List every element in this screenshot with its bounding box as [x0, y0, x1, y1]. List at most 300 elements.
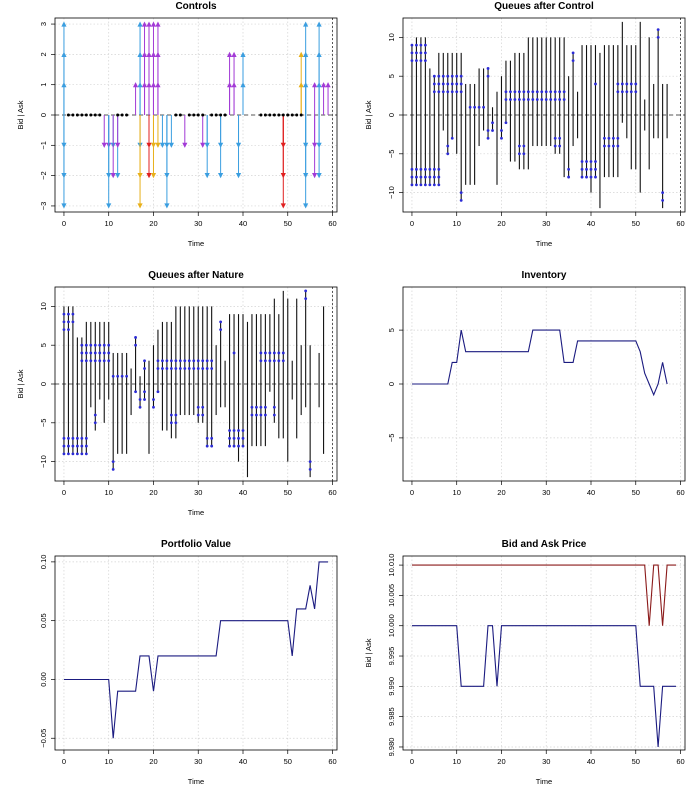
queue-dot — [554, 137, 557, 140]
queue-dot — [509, 98, 512, 101]
control-triangle — [236, 173, 241, 178]
control-triangle — [231, 52, 236, 57]
queue-dot — [76, 437, 79, 440]
x-tick-label: 50 — [631, 219, 640, 228]
queue-dot — [437, 75, 440, 78]
queue-dot — [518, 145, 521, 148]
queue-dot — [491, 121, 494, 124]
zero-dot — [192, 114, 195, 117]
queue-dot — [197, 414, 200, 417]
y-tick-label: 0 — [387, 381, 396, 387]
queue-dot — [522, 90, 525, 93]
queue-dot — [420, 59, 423, 62]
chart-inventory — [348, 269, 695, 537]
queue-dot — [437, 90, 440, 93]
queue-dot — [437, 183, 440, 186]
x-tick-label: 50 — [283, 488, 292, 497]
queue-dot — [630, 83, 633, 86]
queue-dot — [67, 321, 70, 324]
queue-dot — [514, 90, 517, 93]
x-tick-label: 40 — [238, 757, 248, 766]
queue-dot — [174, 367, 177, 370]
queue-dot — [505, 121, 508, 124]
x-tick-label: 60 — [328, 757, 337, 766]
zero-dot — [98, 114, 101, 117]
chart-portfolio-value — [0, 538, 347, 806]
queue-dot — [228, 429, 231, 432]
queue-dot — [80, 352, 83, 355]
queue-dot — [518, 90, 521, 93]
queue-dot — [585, 160, 588, 163]
control-triangle — [312, 173, 317, 178]
queue-dot — [558, 90, 561, 93]
queue-dot — [420, 176, 423, 179]
control-triangle — [312, 82, 317, 87]
queue-dot — [103, 344, 106, 347]
queue-dot — [67, 445, 70, 448]
queue-dot — [206, 437, 209, 440]
queue-dot — [134, 390, 137, 393]
queue-dot — [282, 352, 285, 355]
x-tick-label: 40 — [586, 219, 596, 228]
queue-dot — [277, 352, 280, 355]
queue-dot — [505, 98, 508, 101]
queue-dot — [76, 445, 79, 448]
queue-dot — [72, 321, 75, 324]
queue-dot — [260, 359, 263, 362]
queue-dot — [201, 359, 204, 362]
queue-dot — [522, 145, 525, 148]
control-triangle — [102, 143, 107, 148]
queue-dot — [273, 352, 276, 355]
queue-dot — [451, 75, 454, 78]
queue-dot — [125, 375, 128, 378]
zero-dot — [76, 114, 79, 117]
x-tick-label: 40 — [586, 757, 596, 766]
control-triangle — [151, 21, 156, 26]
queue-dot — [242, 429, 245, 432]
queue-dot — [585, 168, 588, 171]
queue-dot — [76, 452, 79, 455]
queue-dot — [94, 359, 97, 362]
chart-queues-after-control-svg — [348, 0, 695, 268]
queue-dot — [107, 359, 110, 362]
x-axis-label: Time — [187, 777, 205, 786]
queue-dot — [242, 437, 245, 440]
queue-dot — [94, 421, 97, 424]
queue-dot — [264, 414, 267, 417]
queue-dot — [522, 98, 525, 101]
queue-dot — [549, 90, 552, 93]
control-triangle — [164, 203, 169, 208]
queue-dot — [80, 452, 83, 455]
queue-dot — [415, 59, 418, 62]
queue-dot — [63, 328, 66, 331]
x-tick-label: 50 — [283, 757, 292, 766]
zero-dot — [179, 114, 182, 117]
queue-dot — [304, 297, 307, 300]
x-tick-label: 10 — [104, 488, 113, 497]
queue-dot — [446, 83, 449, 86]
queue-dot — [657, 36, 660, 39]
zero-dot — [286, 114, 289, 117]
queue-dot — [433, 90, 436, 93]
control-triangle — [218, 173, 223, 178]
queue-dot — [85, 359, 88, 362]
y-tick-label: 5 — [387, 328, 396, 333]
zero-dot — [85, 114, 88, 117]
y-tick-label: −5 — [387, 433, 396, 443]
queue-dot — [188, 359, 191, 362]
y-tick-label: −5 — [387, 149, 396, 159]
queue-dot — [424, 176, 427, 179]
x-tick-label: 40 — [238, 219, 248, 228]
queue-dot — [469, 106, 472, 109]
chart-controls — [0, 0, 347, 268]
control-triangle — [316, 21, 321, 26]
x-tick-label: 30 — [542, 488, 551, 497]
queue-dot — [616, 137, 619, 140]
queue-dot — [478, 106, 481, 109]
queue-dot — [549, 98, 552, 101]
queue-dot — [152, 406, 155, 409]
queue-dot — [563, 90, 566, 93]
y-tick-label: 0.00 — [39, 672, 48, 687]
queue-dot — [661, 191, 664, 194]
zero-dot — [300, 114, 303, 117]
queue-dot — [273, 359, 276, 362]
y-tick-label: 10.010 — [387, 553, 396, 577]
queue-dot — [143, 367, 146, 370]
queue-dot — [268, 359, 271, 362]
x-tick-label: 20 — [497, 757, 506, 766]
x-tick-label: 0 — [61, 488, 67, 497]
x-tick-label: 30 — [194, 219, 203, 228]
chart-title: Queues after Nature — [148, 270, 244, 281]
x-tick-label: 20 — [497, 488, 506, 497]
x-tick-label: 10 — [452, 219, 461, 228]
queue-dot — [282, 359, 285, 362]
x-axis-label: Time — [535, 777, 553, 786]
queue-dot — [170, 359, 173, 362]
x-tick-label: 0 — [409, 219, 415, 228]
x-tick-label: 20 — [149, 488, 158, 497]
queue-dot — [89, 359, 92, 362]
queue-dot — [428, 168, 431, 171]
queue-dot — [572, 59, 575, 62]
queue-dot — [143, 398, 146, 401]
queue-dot — [72, 445, 75, 448]
queue-dot — [134, 344, 137, 347]
y-tick-label: 1 — [39, 82, 48, 87]
zero-dot — [125, 114, 128, 117]
control-triangle — [155, 82, 160, 87]
queue-dot — [63, 321, 66, 324]
queue-dot — [482, 106, 485, 109]
control-triangle — [169, 143, 174, 148]
chart-title: Inventory — [521, 270, 567, 281]
queue-dot — [264, 352, 267, 355]
queue-dot — [567, 168, 570, 171]
control-triangle — [137, 21, 142, 26]
control-triangle — [316, 52, 321, 57]
x-tick-label: 60 — [328, 219, 337, 228]
queue-dot — [554, 145, 557, 148]
zero-dot — [71, 114, 74, 117]
queue-dot — [121, 375, 124, 378]
queue-dot — [157, 367, 160, 370]
queue-dot — [451, 137, 454, 140]
queue-dot — [514, 98, 517, 101]
queue-dot — [411, 59, 414, 62]
y-tick-label: 9.980 — [387, 737, 396, 757]
queue-dot — [192, 359, 195, 362]
x-axis-label: Time — [187, 508, 205, 517]
control-triangle — [137, 203, 142, 208]
queue-dot — [608, 137, 611, 140]
queue-dot — [183, 367, 186, 370]
x-tick-label: 10 — [452, 757, 461, 766]
queue-dot — [446, 145, 449, 148]
queue-dot — [157, 359, 160, 362]
control-triangle — [316, 173, 321, 178]
x-tick-label: 30 — [194, 757, 203, 766]
queue-dot — [237, 445, 240, 448]
chart-portfolio-value-svg — [0, 538, 347, 806]
zero-dot — [210, 114, 213, 117]
plot-frame — [55, 556, 337, 750]
zero-dot — [282, 114, 285, 117]
y-tick-label: 10 — [387, 33, 396, 42]
x-tick-label: 20 — [497, 219, 506, 228]
queue-dot — [657, 28, 660, 31]
queue-dot — [558, 145, 561, 148]
queue-dot — [139, 398, 142, 401]
queue-dot — [233, 352, 236, 355]
control-triangle — [151, 52, 156, 57]
queue-dot — [415, 168, 418, 171]
x-tick-label: 60 — [676, 757, 685, 766]
queue-dot — [509, 90, 512, 93]
queue-dot — [143, 390, 146, 393]
queue-dot — [433, 176, 436, 179]
queue-dot — [428, 183, 431, 186]
control-triangle — [325, 82, 330, 87]
queue-dot — [473, 106, 476, 109]
zero-dot — [264, 114, 267, 117]
queue-dot — [94, 352, 97, 355]
queue-dot — [634, 83, 637, 86]
queue-dot — [242, 445, 245, 448]
queue-dot — [630, 90, 633, 93]
queue-dot — [63, 452, 66, 455]
chart-title: Queues after Control — [494, 1, 594, 12]
x-tick-label: 20 — [149, 757, 158, 766]
y-tick-label: 2 — [39, 52, 48, 57]
y-tick-label: 9.985 — [387, 707, 396, 727]
chart-inventory-svg — [348, 269, 695, 537]
queue-dot — [487, 129, 490, 132]
y-tick-label: 5 — [39, 343, 48, 348]
y-tick-label: −1 — [39, 141, 48, 150]
y-tick-label: 0.10 — [39, 554, 48, 570]
queue-dot — [558, 98, 561, 101]
queue-dot — [411, 168, 414, 171]
queue-dot — [411, 44, 414, 47]
control-triangle — [281, 203, 286, 208]
queue-dot — [531, 98, 534, 101]
y-tick-label: 10.000 — [387, 614, 396, 638]
queue-dot — [424, 52, 427, 55]
y-tick-label: 0 — [387, 112, 396, 118]
queue-dot — [72, 452, 75, 455]
queue-dot — [433, 168, 436, 171]
x-axis-label: Time — [187, 239, 205, 248]
queue-dot — [277, 359, 280, 362]
y-axis-label: Bid | Ask — [16, 369, 25, 399]
queue-dot — [442, 90, 445, 93]
queue-dot — [201, 367, 204, 370]
queue-dot — [540, 90, 543, 93]
y-tick-label: −5 — [39, 418, 48, 428]
queue-dot — [161, 359, 164, 362]
queue-dot — [612, 145, 615, 148]
queue-dot — [94, 414, 97, 417]
queue-dot — [206, 445, 209, 448]
series-line — [412, 330, 667, 395]
queue-dot — [85, 344, 88, 347]
queue-dot — [411, 52, 414, 55]
queue-dot — [437, 83, 440, 86]
queue-dot — [446, 90, 449, 93]
queue-dot — [451, 90, 454, 93]
queue-dot — [210, 367, 213, 370]
queue-dot — [179, 367, 182, 370]
queue-dot — [157, 390, 160, 393]
queue-dot — [634, 90, 637, 93]
queue-dot — [98, 344, 101, 347]
queue-dot — [206, 367, 209, 370]
queue-dot — [260, 406, 263, 409]
queue-dot — [442, 83, 445, 86]
queue-dot — [188, 367, 191, 370]
queue-dot — [590, 168, 593, 171]
queue-dot — [424, 183, 427, 186]
queue-dot — [451, 83, 454, 86]
x-tick-label: 40 — [586, 488, 596, 497]
y-axis-label: Bid | Ask — [16, 100, 25, 130]
y-tick-label: 0 — [39, 381, 48, 387]
queue-dot — [94, 344, 97, 347]
queue-dot — [590, 160, 593, 163]
y-tick-label: 3 — [39, 21, 48, 27]
queue-dot — [210, 359, 213, 362]
queue-dot — [206, 359, 209, 362]
control-triangle — [106, 203, 111, 208]
zero-dot — [121, 114, 124, 117]
y-tick-label: −10 — [39, 455, 48, 468]
y-axis-label: Bid | Ask — [364, 638, 373, 668]
queue-dot — [424, 44, 427, 47]
queue-dot — [424, 168, 427, 171]
zero-dot — [67, 114, 70, 117]
queue-dot — [166, 359, 169, 362]
chart-bid-ask-price-svg — [348, 538, 695, 806]
queue-dot — [174, 414, 177, 417]
control-triangle — [299, 52, 304, 57]
queue-dot — [420, 183, 423, 186]
queue-dot — [411, 183, 414, 186]
queue-dot — [460, 191, 463, 194]
queue-dot — [590, 176, 593, 179]
queue-dot — [80, 445, 83, 448]
queue-dot — [107, 344, 110, 347]
queue-dot — [594, 160, 597, 163]
queue-dot — [139, 406, 142, 409]
queue-dot — [581, 176, 584, 179]
control-triangle — [155, 52, 160, 57]
chart-controls-svg — [0, 0, 347, 268]
queue-dot — [563, 98, 566, 101]
zero-dot — [277, 114, 280, 117]
queue-dot — [201, 406, 204, 409]
zero-dot — [197, 114, 200, 117]
queue-dot — [80, 344, 83, 347]
queue-dot — [420, 44, 423, 47]
x-tick-label: 30 — [194, 488, 203, 497]
queue-dot — [518, 98, 521, 101]
queue-dot — [518, 152, 521, 155]
queue-dot — [251, 406, 254, 409]
queue-dot — [112, 375, 115, 378]
queue-dot — [85, 445, 88, 448]
queue-dot — [460, 199, 463, 202]
control-triangle — [137, 82, 142, 87]
queue-dot — [603, 145, 606, 148]
y-tick-label: −0.05 — [39, 728, 48, 748]
x-tick-label: 60 — [328, 488, 337, 497]
queue-dot — [152, 398, 155, 401]
queue-dot — [67, 328, 70, 331]
queue-dot — [197, 406, 200, 409]
queue-dot — [581, 168, 584, 171]
queue-dot — [170, 421, 173, 424]
queue-dot — [446, 152, 449, 155]
zero-dot — [116, 114, 119, 117]
queue-dot — [103, 352, 106, 355]
queue-dot — [420, 52, 423, 55]
chart-queues-after-nature — [0, 269, 347, 537]
queue-dot — [89, 352, 92, 355]
queue-dot — [309, 460, 312, 463]
queue-dot — [540, 98, 543, 101]
queue-dot — [612, 137, 615, 140]
control-triangle — [299, 82, 304, 87]
queue-dot — [201, 414, 204, 417]
zero-dot — [224, 114, 227, 117]
queue-dot — [460, 83, 463, 86]
x-tick-label: 30 — [542, 219, 551, 228]
queue-dot — [437, 168, 440, 171]
queue-dot — [442, 75, 445, 78]
queue-dot — [415, 176, 418, 179]
zero-dot — [295, 114, 298, 117]
x-tick-label: 20 — [149, 219, 158, 228]
queue-dot — [545, 90, 548, 93]
queue-dot — [237, 437, 240, 440]
queue-dot — [179, 359, 182, 362]
queue-dot — [98, 359, 101, 362]
